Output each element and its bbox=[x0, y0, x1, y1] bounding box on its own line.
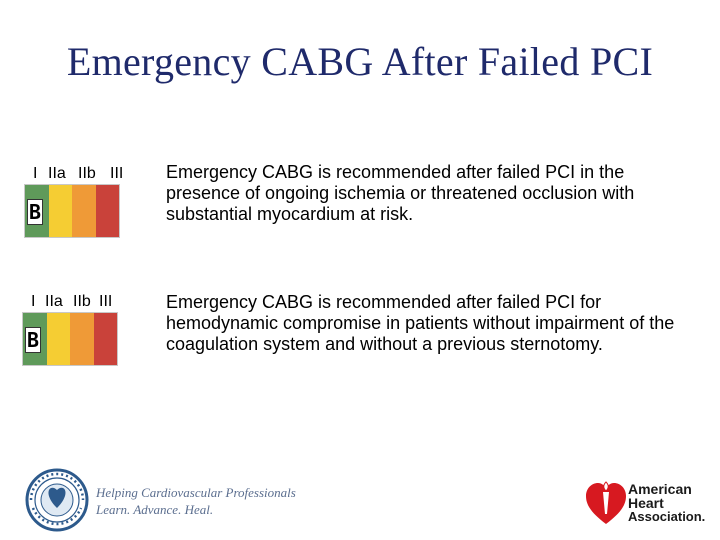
aha-line-1: American bbox=[628, 481, 692, 497]
class-label-I: I bbox=[33, 165, 38, 182]
recommendation-text: Emergency CABG is recommended after failed PCI for hemodynamic compromise in patients without impairment of the coagulation system and without a previous sternotomy. bbox=[166, 292, 675, 354]
class-label-IIa: IIa bbox=[45, 293, 63, 310]
aha-heart-torch-logo bbox=[584, 478, 628, 528]
recommendation-scale bbox=[24, 184, 120, 238]
class-label-III: III bbox=[110, 165, 124, 182]
class-labels bbox=[31, 293, 131, 311]
evidence-level-badge: B bbox=[28, 200, 42, 224]
tagline-line-2: Learn. Advance. Heal. bbox=[96, 502, 214, 517]
class-label-IIb: IIb bbox=[73, 293, 91, 310]
recommendation-scale bbox=[22, 312, 118, 366]
acc-tagline bbox=[96, 484, 296, 518]
class-III-segment bbox=[96, 185, 120, 237]
slide-title: Emergency CABG After Failed PCI bbox=[66, 39, 654, 84]
aha-line-2: Heart bbox=[628, 495, 664, 511]
class-IIb-segment bbox=[70, 313, 94, 365]
class-IIa-segment bbox=[49, 185, 73, 237]
class-label-IIa: IIa bbox=[48, 165, 66, 182]
class-label-III: III bbox=[99, 293, 113, 310]
class-label-IIb: IIb bbox=[78, 165, 96, 182]
acc-seal-logo bbox=[22, 468, 92, 532]
class-labels bbox=[33, 165, 133, 183]
class-IIa-segment bbox=[47, 313, 71, 365]
aha-wordmark bbox=[628, 482, 705, 524]
evidence-level-badge: B bbox=[26, 328, 40, 352]
class-III-segment bbox=[94, 313, 118, 365]
class-IIb-segment bbox=[72, 185, 96, 237]
aha-line-3: Association. bbox=[628, 509, 706, 524]
recommendation-text: Emergency CABG is recommended after failed PCI in the presence of ongoing ischemia or threatened occlusion with substantial myocardium at risk. bbox=[166, 162, 635, 224]
tagline-line-1: Helping Cardiovascular Professionals bbox=[96, 485, 296, 500]
class-label-I: I bbox=[31, 293, 36, 310]
